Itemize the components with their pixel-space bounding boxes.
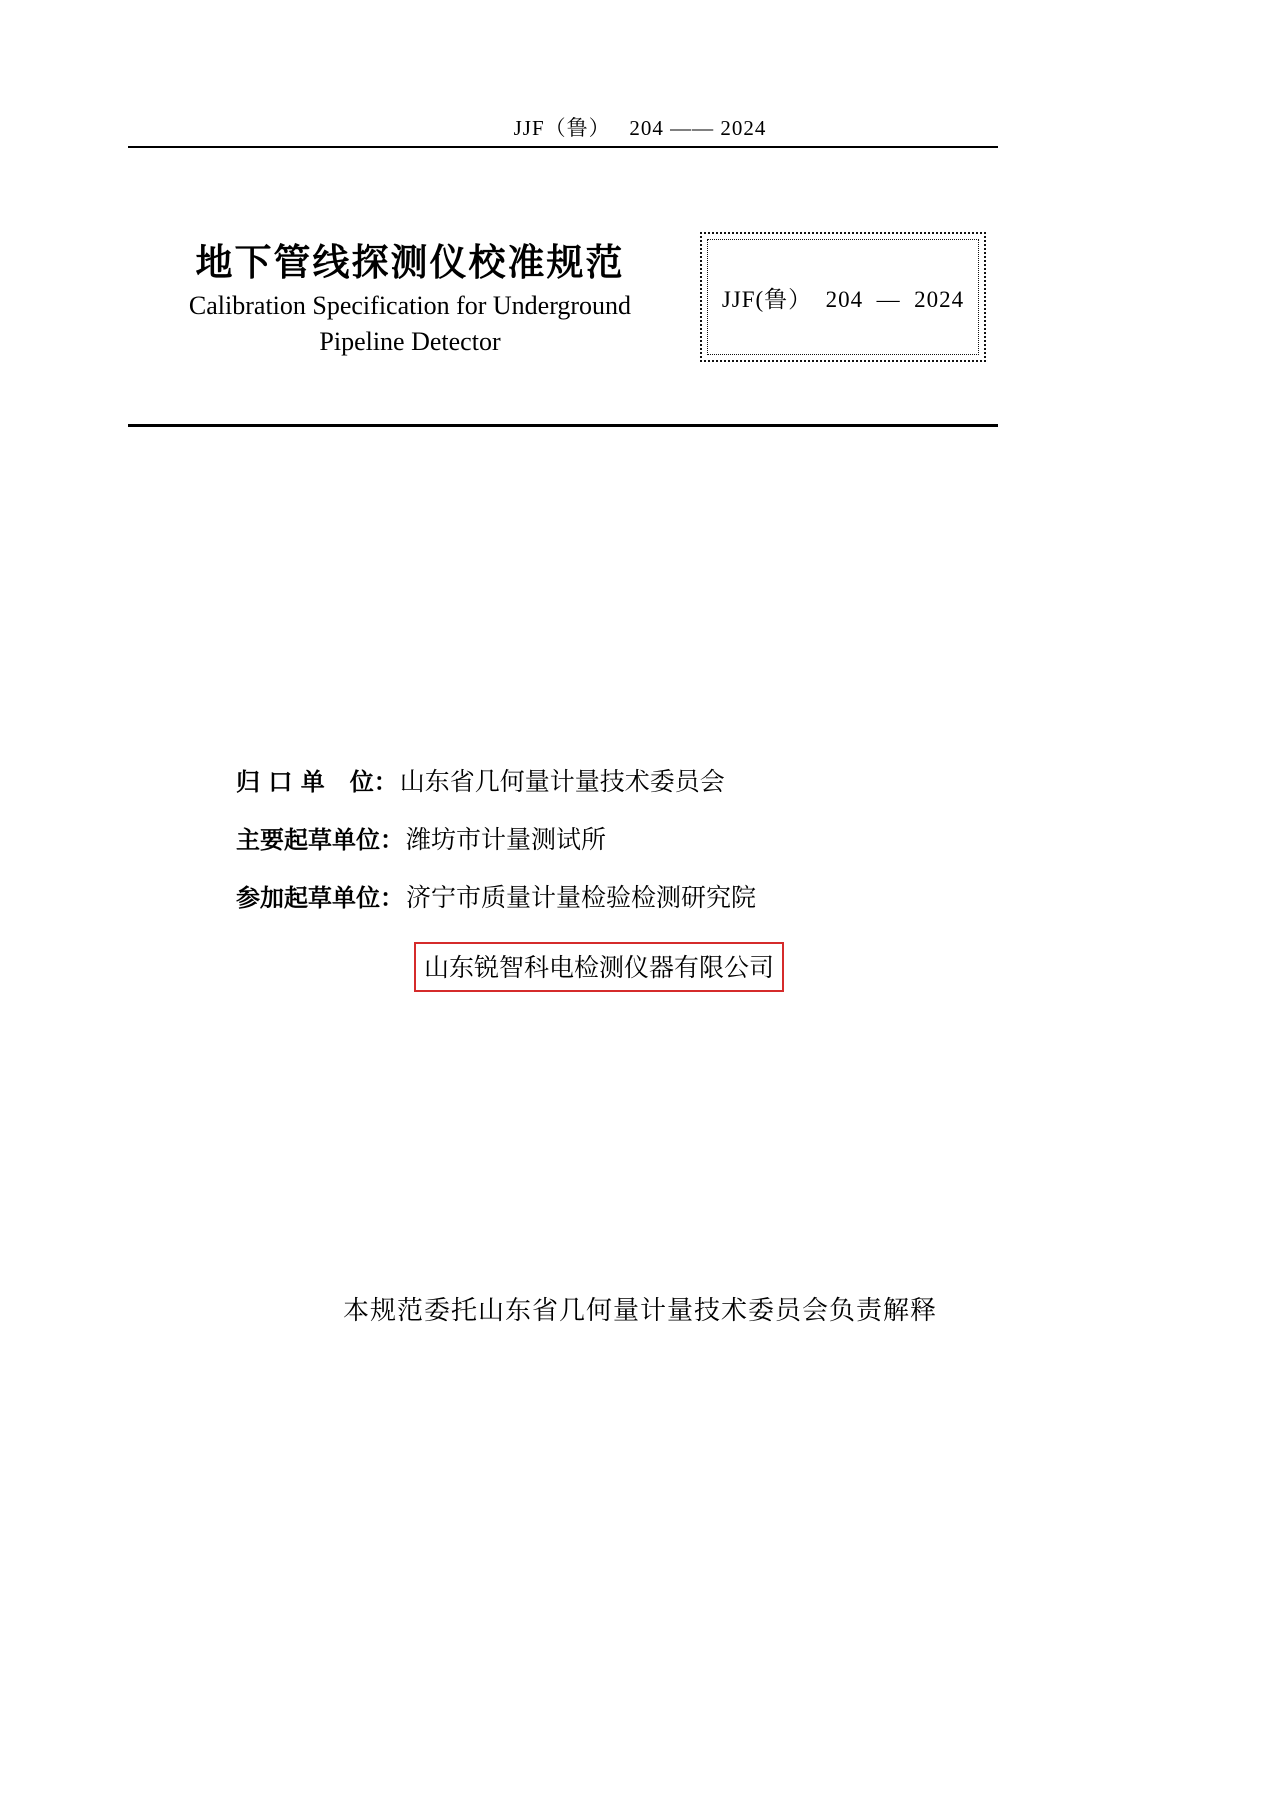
header-divider xyxy=(128,146,998,148)
organization-row xyxy=(236,820,996,856)
page-header-code: JJF（鲁） 204 —— 2024 xyxy=(513,116,767,140)
document-title-chinese: 地下管线探测仪校准规范 xyxy=(195,241,625,284)
organization-label: 归 口 单 位： xyxy=(236,768,398,796)
document-title-english xyxy=(150,288,670,360)
organization-list xyxy=(236,762,996,992)
organization-value: 潍坊市计量测试所 xyxy=(406,827,607,854)
organization-value: 山东省几何量计量技术委员会 xyxy=(399,769,725,796)
standard-code-text: JJF(鲁） 204 — 2024 xyxy=(721,286,965,312)
highlighted-organization: 山东锐智科电检测仪器有限公司 xyxy=(414,942,784,992)
organization-row xyxy=(236,762,996,798)
standard-code-stamp xyxy=(700,232,986,362)
title-english-line-1: Calibration Specification for Underground xyxy=(188,291,632,320)
interpretation-note: 本规范委托山东省几何量计量技术委员会负责解释 xyxy=(342,1296,937,1325)
organization-value: 济宁市质量计量检验检测研究院 xyxy=(406,885,757,912)
organization-label: 参加起草单位： xyxy=(236,884,404,912)
organization-label: 主要起草单位： xyxy=(236,826,404,854)
organization-row xyxy=(236,878,996,914)
title-english-line-2: Pipeline Detector xyxy=(319,327,501,356)
title-section-divider xyxy=(128,424,998,427)
